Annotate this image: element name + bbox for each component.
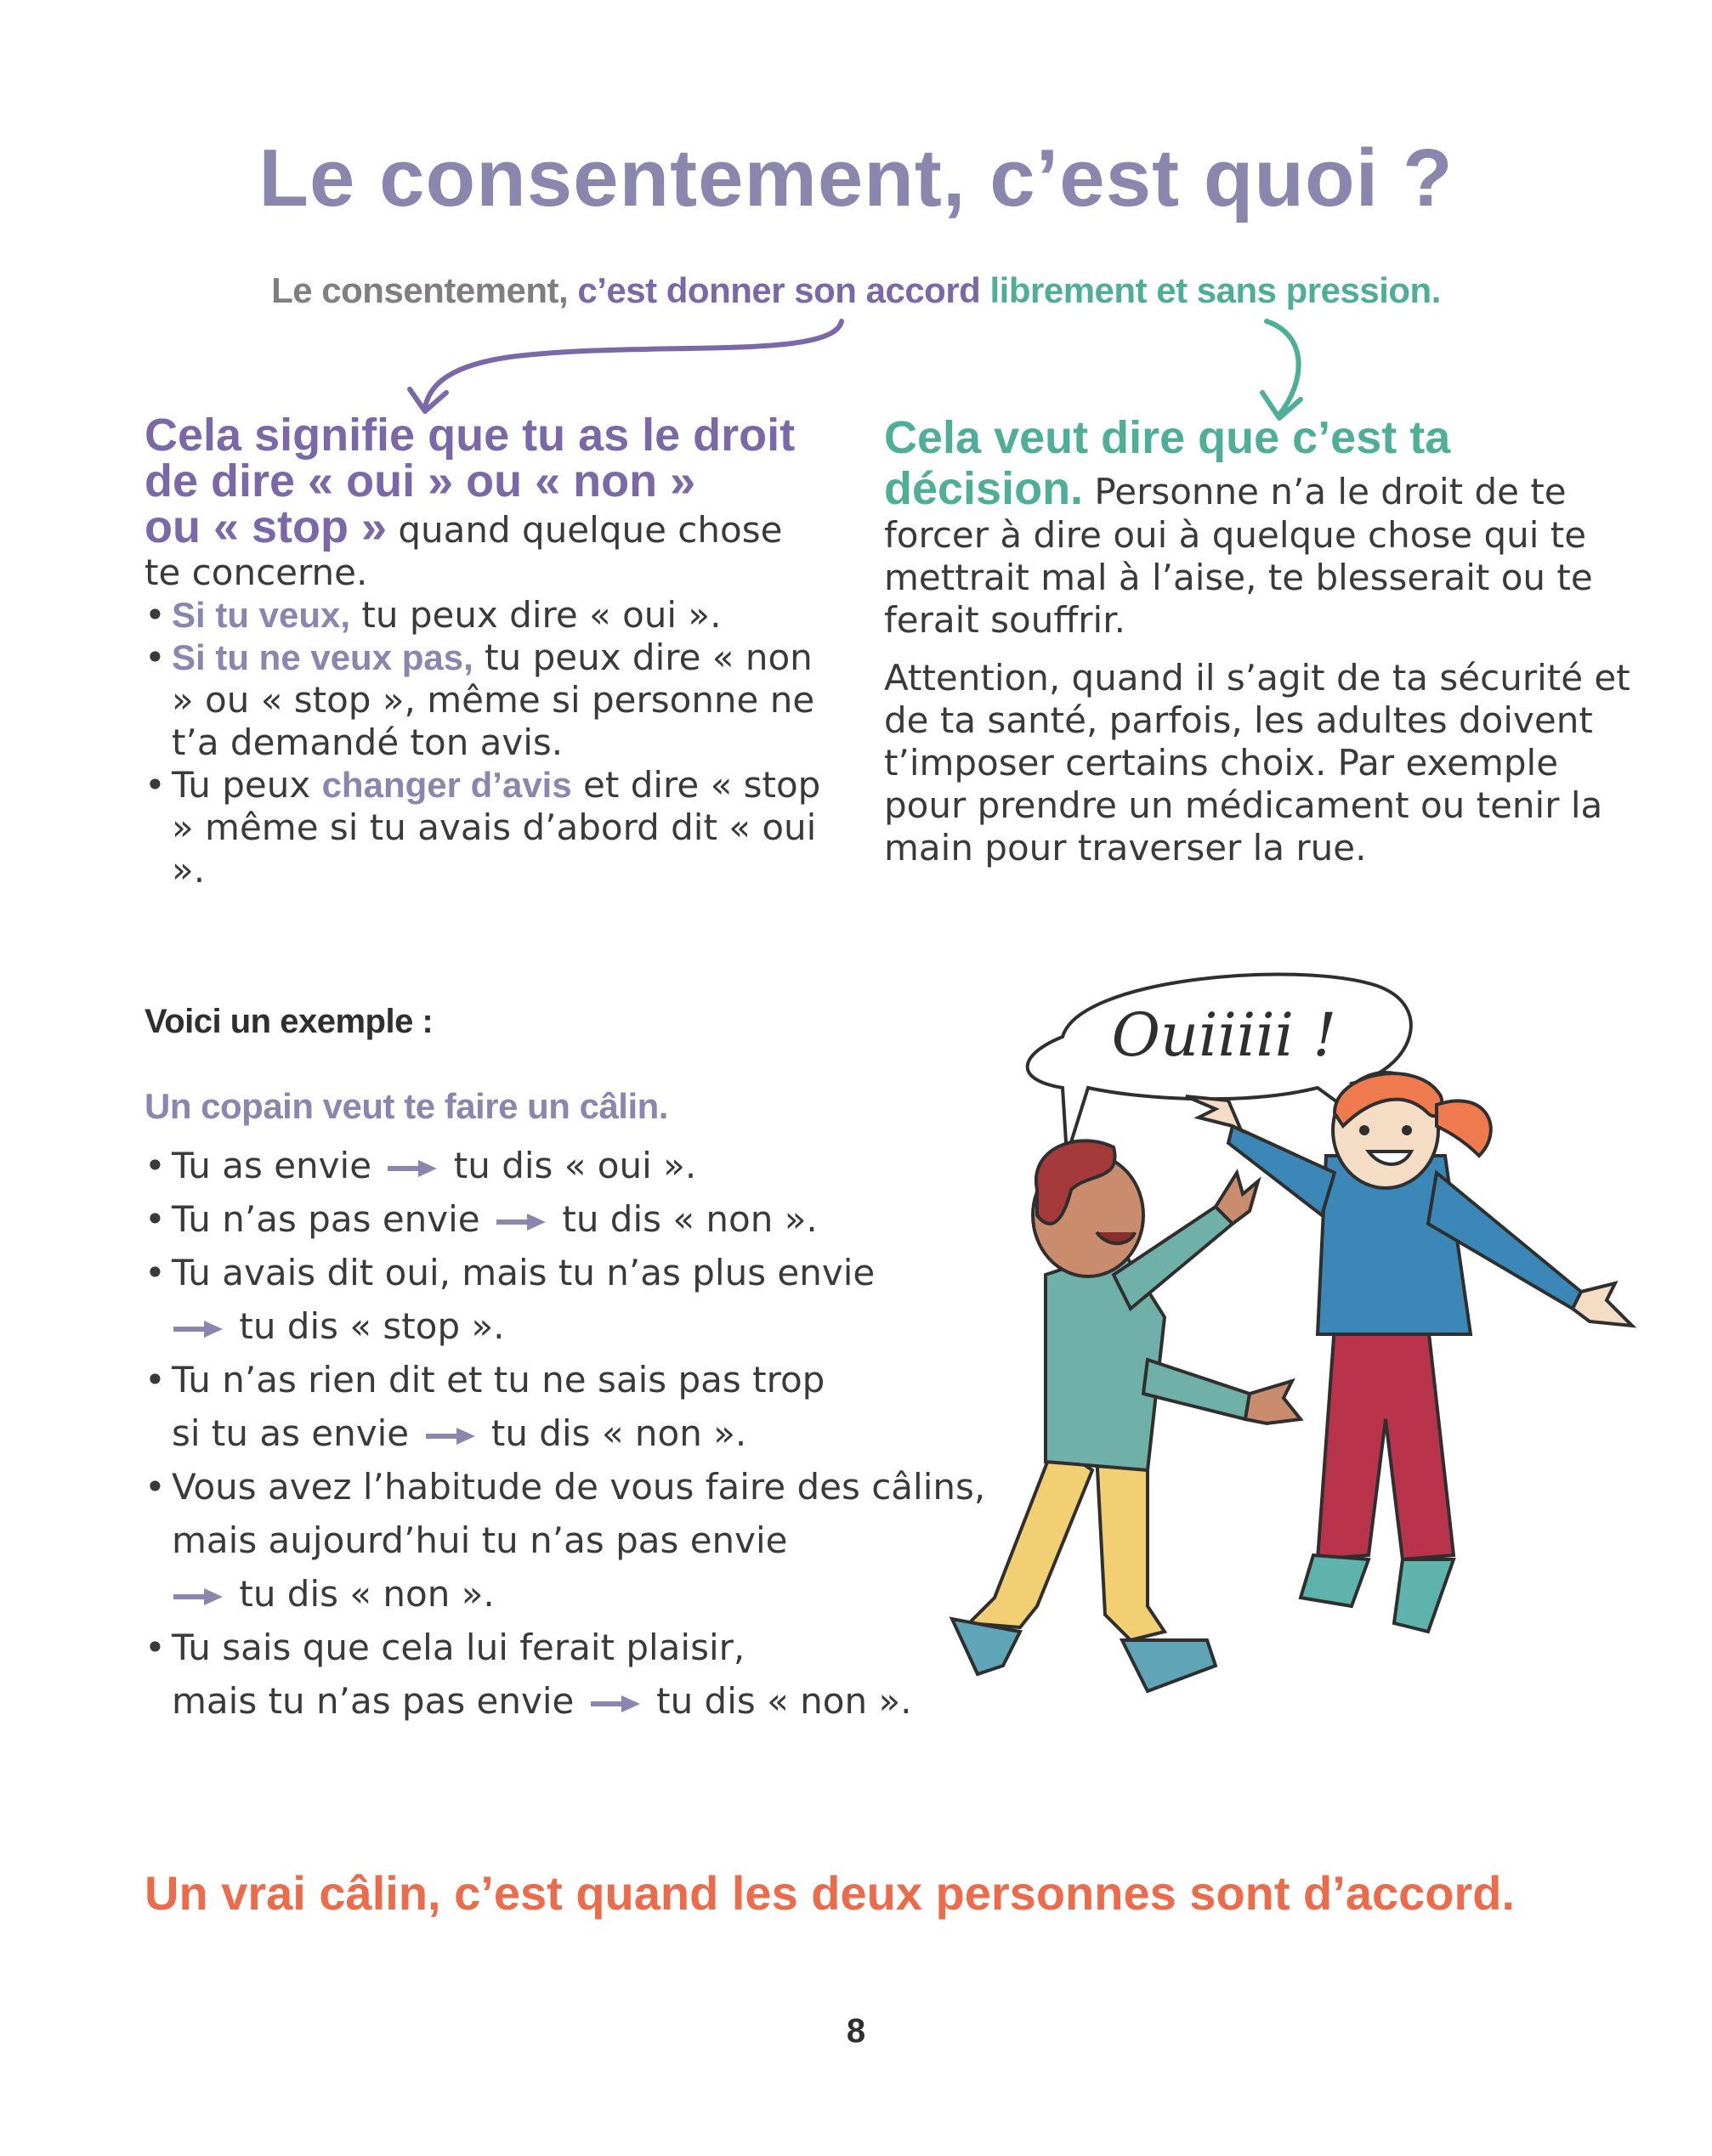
item-condition: Tu avais dit oui, mais tu n’as plus envie xyxy=(172,1252,876,1293)
boy-figure xyxy=(952,1140,1301,1691)
list-item xyxy=(145,594,842,637)
bullet-emphasis: changer d’avis xyxy=(321,765,572,805)
item-condition: Tu n’as pas envie xyxy=(172,1198,480,1240)
list-item xyxy=(145,1353,995,1460)
item-response: tu dis « non ». xyxy=(239,1573,495,1615)
right-text-1: Personne n’a le droit de te forcer à dire oui à quelque chose qui te mettrait mal à l’aise, te blesserait ou te ferait souffrir. xyxy=(884,471,1593,641)
page-title: Le consentement, c’est quoi ? xyxy=(258,133,1454,224)
conclusion-statement: Un vrai câlin, c’est quand les deux personnes sont d’accord. xyxy=(145,1866,1516,1920)
bullet-emphasis: Si tu ne veux pas, xyxy=(172,637,473,677)
list-item xyxy=(145,1246,995,1353)
list-item xyxy=(145,1192,995,1246)
arrow-right-icon xyxy=(386,1157,439,1180)
arrow-right-icon xyxy=(495,1210,547,1234)
intro-part-3: librement et sans pression. xyxy=(989,270,1441,310)
item-condition-cont: mais aujourd’hui tu n’as pas envie xyxy=(172,1519,788,1561)
right-heading-line-1: Cela veut dire que c’est ta xyxy=(884,412,1451,463)
left-heading-line-1: Cela signifie que tu as le droit xyxy=(145,410,796,461)
arrow-right-icon xyxy=(172,1585,224,1609)
rights-list xyxy=(145,594,842,891)
item-response: tu dis « oui ». xyxy=(453,1145,697,1186)
teal-curved-arrow xyxy=(1267,321,1299,415)
girl-figure xyxy=(1186,1072,1632,1632)
item-condition: Vous avez l’habitude de vous faire des câlins, xyxy=(172,1466,986,1508)
example-list xyxy=(145,1139,995,1728)
left-text-1: quand quelque chose xyxy=(387,509,783,551)
item-response: tu dis « non ». xyxy=(562,1198,818,1240)
item-response: tu dis « non ». xyxy=(490,1412,747,1454)
left-heading-line-2: de dire « oui » ou « non » xyxy=(145,456,696,506)
bullet-text: tu peux dire « non » ou « stop », même si personne ne t’a demandé ton avis. xyxy=(172,637,815,763)
list-item xyxy=(145,1139,995,1192)
item-condition-cont: si tu as envie xyxy=(172,1412,410,1454)
item-condition: Tu sais que cela lui ferait plaisir, xyxy=(172,1627,745,1668)
item-condition-cont: mais tu n’as pas envie xyxy=(172,1680,575,1722)
page-number: 8 xyxy=(846,2012,866,2050)
intro-part-2: c’est donner son accord xyxy=(577,270,990,310)
list-item xyxy=(145,1621,995,1728)
purple-curved-arrow xyxy=(425,321,842,408)
curved-arrows xyxy=(0,0,1712,442)
arrow-right-icon xyxy=(172,1317,224,1341)
bullet-emphasis: Si tu veux, xyxy=(172,595,351,635)
arrow-right-icon xyxy=(589,1692,642,1716)
item-response: tu dis « stop ». xyxy=(239,1305,505,1347)
item-condition: Tu n’as rien dit et tu ne sais pas trop xyxy=(172,1359,825,1401)
speech-text: Ouiiiii ! xyxy=(1111,1000,1337,1070)
list-item xyxy=(145,1460,995,1621)
right-paragraph-2: Attention, quand il s’agit de ta sécurité et de ta santé, parfois, les adultes doivent t’imposer certains choix. Par exemple pour prendre un médicament ou tenir la main pour traverser la rue. xyxy=(884,657,1630,869)
left-column xyxy=(145,412,842,891)
example-subheading: Un copain veut te faire un câlin. xyxy=(145,1086,668,1126)
arrow-right-icon xyxy=(424,1424,477,1448)
bullet-prefix: Tu peux xyxy=(172,764,322,806)
children-hug-illustration xyxy=(893,960,1658,1742)
bullet-text: et dire « stop » même si tu avais d’abord dit « oui ». xyxy=(172,764,821,891)
right-heading-line-2: décision. xyxy=(884,463,1084,514)
list-item xyxy=(145,764,842,891)
left-heading-line-3: ou « stop » xyxy=(145,501,388,552)
right-column xyxy=(884,412,1649,869)
example-heading: Voici un exemple : xyxy=(145,1003,434,1040)
item-response: tu dis « non ». xyxy=(656,1680,912,1722)
item-condition: Tu as envie xyxy=(172,1145,372,1186)
bullet-text: tu peux dire « oui ». xyxy=(350,594,722,636)
left-text-2: te concerne. xyxy=(145,552,368,593)
intro-part-1: Le consentement, xyxy=(271,270,578,310)
list-item xyxy=(145,637,842,764)
